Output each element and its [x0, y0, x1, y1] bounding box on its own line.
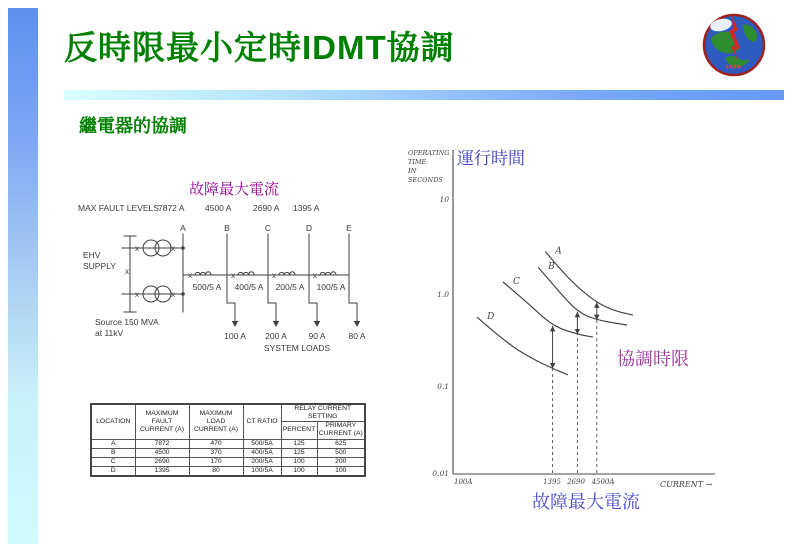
- col-location: LOCATION: [91, 404, 135, 439]
- fault-level-c: 2690 A: [253, 203, 280, 213]
- bus-label-e: E: [346, 223, 352, 233]
- cell: 500/5A: [243, 439, 281, 448]
- cell: 200/5A: [243, 457, 281, 466]
- y-tick-labels: [432, 195, 449, 478]
- relay-curve-d: [477, 317, 568, 375]
- section-subtitle: 繼電器的協調: [79, 116, 187, 136]
- cell: 100: [281, 467, 317, 477]
- left-accent-bar: [8, 8, 38, 544]
- x-tick-4500: 4500A: [591, 478, 615, 486]
- cell: 125: [281, 448, 317, 457]
- cell: 1395: [135, 467, 189, 477]
- bus-label-c: C: [264, 223, 272, 233]
- cell: 7872: [135, 439, 189, 448]
- page-title: 反時限最小定時IDMT協調: [64, 29, 455, 66]
- ct-x-4: x: [313, 271, 317, 280]
- cell: D: [91, 467, 135, 477]
- ct-x-2: x: [231, 271, 235, 280]
- col-max-load: MAXIMUM LOAD CURRENT (A): [189, 404, 243, 439]
- cell: 500: [317, 448, 365, 457]
- isolator-x-1: x: [135, 244, 139, 253]
- cell: 100/5A: [243, 467, 281, 477]
- cell: 200: [317, 457, 365, 466]
- ehv-label: EHV: [83, 250, 101, 260]
- annotation-operating-time: 運行時間: [457, 149, 525, 168]
- curve-label-b: B: [548, 262, 555, 273]
- ct-x-1: x: [188, 271, 192, 280]
- load-2: 200 A: [265, 331, 287, 341]
- relay-curve-b: [538, 267, 627, 325]
- isolator-x-2: x: [171, 244, 175, 253]
- annotation-grading-time: 協調時限: [617, 349, 689, 369]
- y-tick-01: 0.1: [437, 382, 449, 391]
- fault-level-d: 1395 A: [293, 203, 320, 213]
- bus-label-d: D: [305, 223, 313, 233]
- ct-ratio-1: 500/5 A: [192, 282, 222, 292]
- ct-x-3: x: [272, 271, 276, 280]
- y-axis-caption: [407, 149, 449, 184]
- ylabel-line: OPERATING: [408, 149, 450, 157]
- globe-badge-logo: [701, 12, 767, 78]
- annotation-fault-current-top: 故障最大電流: [189, 181, 280, 198]
- ylabel-line: TIME: [408, 158, 427, 166]
- isolator-x-4: x: [171, 290, 175, 299]
- source-label-2: at 11kV: [95, 328, 124, 338]
- cell: 4500: [135, 448, 189, 457]
- relay-settings-table: [90, 403, 366, 477]
- x-tick-100a: 100A: [454, 478, 473, 486]
- col-ct-ratio: CT RATIO: [243, 404, 281, 439]
- y-tick-001: 0.01: [432, 469, 449, 478]
- idmt-grading-chart: [405, 142, 750, 492]
- x-tick-2690: 2690: [567, 478, 585, 486]
- system-loads-label: SYSTEM LOADS: [263, 343, 331, 353]
- table-row: [91, 457, 365, 466]
- cell: 170: [189, 457, 243, 466]
- annotation-fault-current-bottom: 故障最大電流: [532, 492, 640, 512]
- table-row: [91, 439, 365, 448]
- fault-level-b: 4500 A: [205, 203, 232, 213]
- cell: 470: [189, 439, 243, 448]
- circuit-diagram: [75, 198, 393, 366]
- table-row: [91, 467, 365, 477]
- ct-ratio-2: 400/5 A: [234, 282, 264, 292]
- y-tick-1: 1.0: [437, 290, 449, 299]
- cell: 80: [189, 467, 243, 477]
- cell: 125: [281, 439, 317, 448]
- load-4: 80 A: [348, 331, 366, 341]
- isolator-x-bus: x: [125, 267, 129, 276]
- cell: 370: [189, 448, 243, 457]
- x-tick-1395: 1395: [543, 478, 561, 486]
- col-max-fault: MAXIMUM FAULT CURRENT (A): [135, 404, 189, 439]
- ylabel-line: SECONDS: [408, 176, 443, 184]
- col-primary: PRIMARY CURRENT (A): [317, 422, 365, 439]
- ylabel-line: IN: [408, 167, 417, 175]
- source-label-1: Source 150 MVA: [95, 317, 159, 327]
- load-1: 100 A: [224, 331, 246, 341]
- cell: C: [91, 457, 135, 466]
- table-row: [91, 448, 365, 457]
- curve-label-a: A: [555, 246, 562, 257]
- ct-ratio-4: 100/5 A: [316, 282, 346, 292]
- relay-curve-a: [545, 252, 633, 316]
- y-tick-10: 10: [439, 195, 449, 204]
- curve-label-c: C: [513, 277, 520, 287]
- idmt-curves: [477, 247, 633, 375]
- cell: A: [91, 439, 135, 448]
- bus-label-b: B: [224, 223, 230, 233]
- max-fault-label: MAX FAULT LEVELS: [78, 203, 159, 213]
- cell: 100: [281, 457, 317, 466]
- cell: 625: [317, 439, 365, 448]
- x-axis-label: CURRENT →: [660, 480, 713, 489]
- supply-label: SUPPLY: [83, 261, 116, 271]
- fault-level-a: 7872 A: [158, 203, 185, 213]
- cell: B: [91, 448, 135, 457]
- cell: 100: [317, 467, 365, 477]
- col-percent: PERCENT: [281, 422, 317, 439]
- bus-label-a: A: [180, 223, 186, 233]
- col-relay-setting: RELAY CURRENT SETTING: [281, 404, 365, 422]
- cell: 400/5A: [243, 448, 281, 457]
- isolator-x-3: x: [135, 290, 139, 299]
- relay-curve-c: [503, 282, 593, 337]
- title-underline-rule: [64, 90, 784, 100]
- curve-label-d: D: [487, 312, 495, 323]
- cell: 2690: [135, 457, 189, 466]
- ct-ratio-3: 200/5 A: [275, 282, 305, 292]
- load-3: 90 A: [308, 331, 326, 341]
